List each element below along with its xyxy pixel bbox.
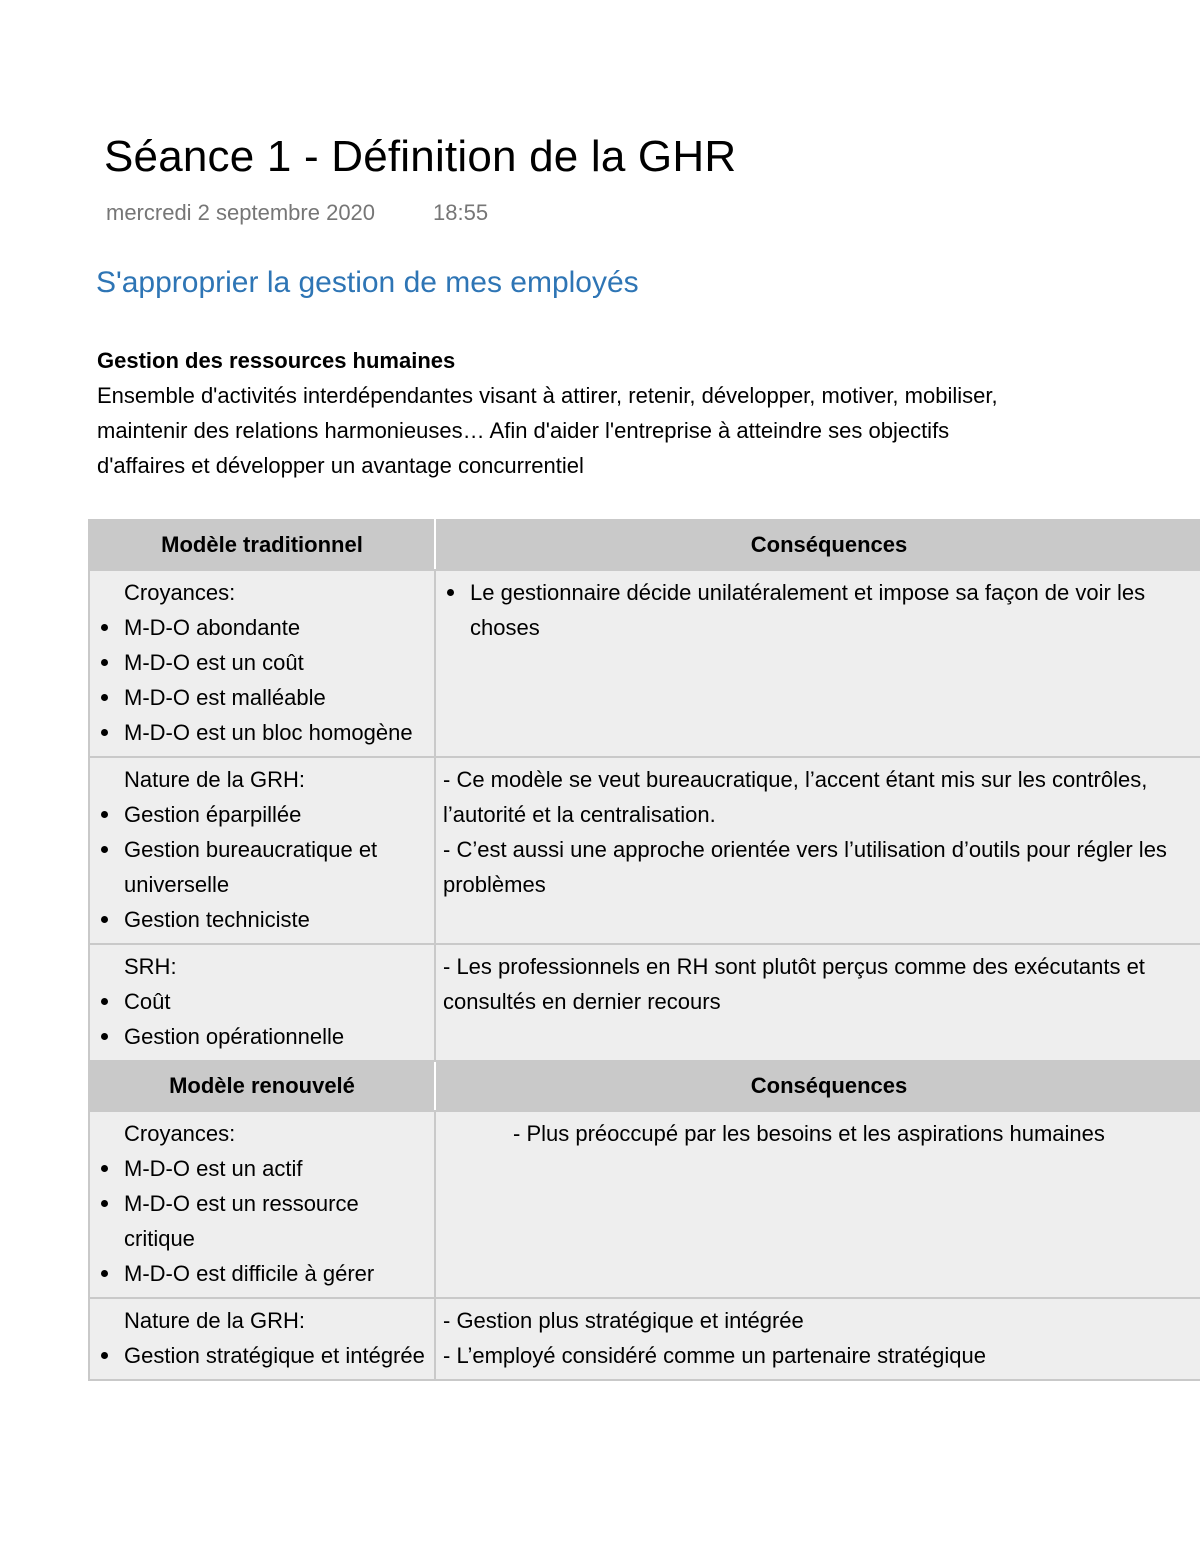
cell-label: SRH: — [124, 954, 177, 979]
consequence-cell — [435, 757, 1200, 944]
renewed-beliefs-cell — [89, 1111, 435, 1298]
table-header-row — [89, 520, 1200, 570]
cell-label: Croyances: — [124, 580, 236, 605]
list-item: M-D-O est un bloc homogène — [124, 715, 427, 750]
list-item: M-D-O est un coût — [124, 645, 427, 680]
consequence-text: - C’est aussi une approche orientée vers l’utilisation d’outils pour régler les problèmes — [443, 837, 1167, 897]
models-table-container — [88, 519, 1200, 1435]
header-renewed-model: Modèle renouvelé — [89, 1061, 435, 1111]
srh-list — [97, 984, 427, 1054]
table-row — [89, 570, 1200, 757]
models-table — [88, 519, 1200, 1381]
consequence-cell — [435, 1111, 1200, 1298]
definition-line: d'affaires et développer un avantage concurrentiel — [97, 453, 584, 478]
list-item: M-D-O est malléable — [124, 680, 427, 715]
traditional-beliefs-cell — [89, 570, 435, 757]
traditional-grh-nature-cell — [89, 757, 435, 944]
consequence-text: - Gestion plus stratégique et intégrée — [443, 1308, 804, 1333]
list-item: Gestion techniciste — [124, 902, 427, 937]
definition-title: Gestion des ressources humaines — [97, 348, 456, 373]
consequence-text: - Les professionnels en RH sont plutôt perçus comme des exécutants et consultés en dernier recours — [443, 954, 1145, 1014]
list-item: Le gestionnaire décide unilatéralement et impose sa façon de voir les choses — [470, 575, 1200, 645]
table-row — [89, 1111, 1200, 1298]
list-item: Coût — [124, 984, 427, 1019]
header-consequences: Conséquences — [435, 520, 1200, 570]
list-item: M-D-O abondante — [124, 610, 427, 645]
definition-line: maintenir des relations harmonieuses… Afin d'aider l'entreprise à atteindre ses objectifs — [97, 418, 950, 443]
list-item: Gestion éparpillée — [124, 797, 427, 832]
list-item: Gestion opérationnelle — [124, 1019, 427, 1054]
beliefs-list — [97, 610, 427, 750]
list-item: M-D-O est difficile à gérer — [124, 1256, 427, 1291]
section-heading: S'approprier la gestion de mes employés — [96, 266, 639, 299]
table-row — [89, 1298, 1200, 1380]
definition-line: Ensemble d'activités interdépendantes visant à attirer, retenir, développer, motiver, mobiliser, — [97, 383, 998, 408]
consequence-text: - L’employé considéré comme un partenaire stratégique — [443, 1343, 986, 1368]
list-item: M-D-O est un actif — [124, 1151, 427, 1186]
list-item: Gestion stratégique et intégrée — [124, 1338, 427, 1373]
consequence-list — [443, 575, 1200, 645]
consequence-cell — [435, 944, 1200, 1061]
traditional-srh-cell — [89, 944, 435, 1061]
table-row — [89, 944, 1200, 1061]
page-time: 18:55 — [433, 200, 489, 225]
consequence-text: - Ce modèle se veut bureaucratique, l’accent étant mis sur les contrôles, l’autorité et la centralisation. — [443, 767, 1148, 827]
table-header-row — [89, 1061, 1200, 1111]
beliefs-list — [97, 1151, 427, 1291]
page-date: mercredi 2 septembre 2020 — [106, 200, 376, 225]
cell-label: Nature de la GRH: — [124, 767, 305, 792]
table-row — [89, 757, 1200, 944]
list-item: M-D-O est un ressource critique — [124, 1186, 427, 1256]
consequence-cell — [435, 1298, 1200, 1380]
list-item: Gestion bureaucratique et universelle — [124, 832, 427, 902]
page-meta — [106, 200, 488, 226]
header-consequences: Conséquences — [435, 1061, 1200, 1111]
definition-block — [97, 343, 1200, 483]
header-traditional-model: Modèle traditionnel — [89, 520, 435, 570]
renewed-grh-nature-cell — [89, 1298, 435, 1380]
nature-list — [97, 1338, 427, 1373]
page-title: Séance 1 - Définition de la GHR — [104, 132, 737, 181]
consequence-text: - Plus préoccupé par les besoins et les aspirations humaines — [513, 1121, 1105, 1146]
nature-list — [97, 797, 427, 937]
cell-label: Croyances: — [124, 1121, 236, 1146]
cell-label: Nature de la GRH: — [124, 1308, 305, 1333]
consequence-cell — [435, 570, 1200, 757]
